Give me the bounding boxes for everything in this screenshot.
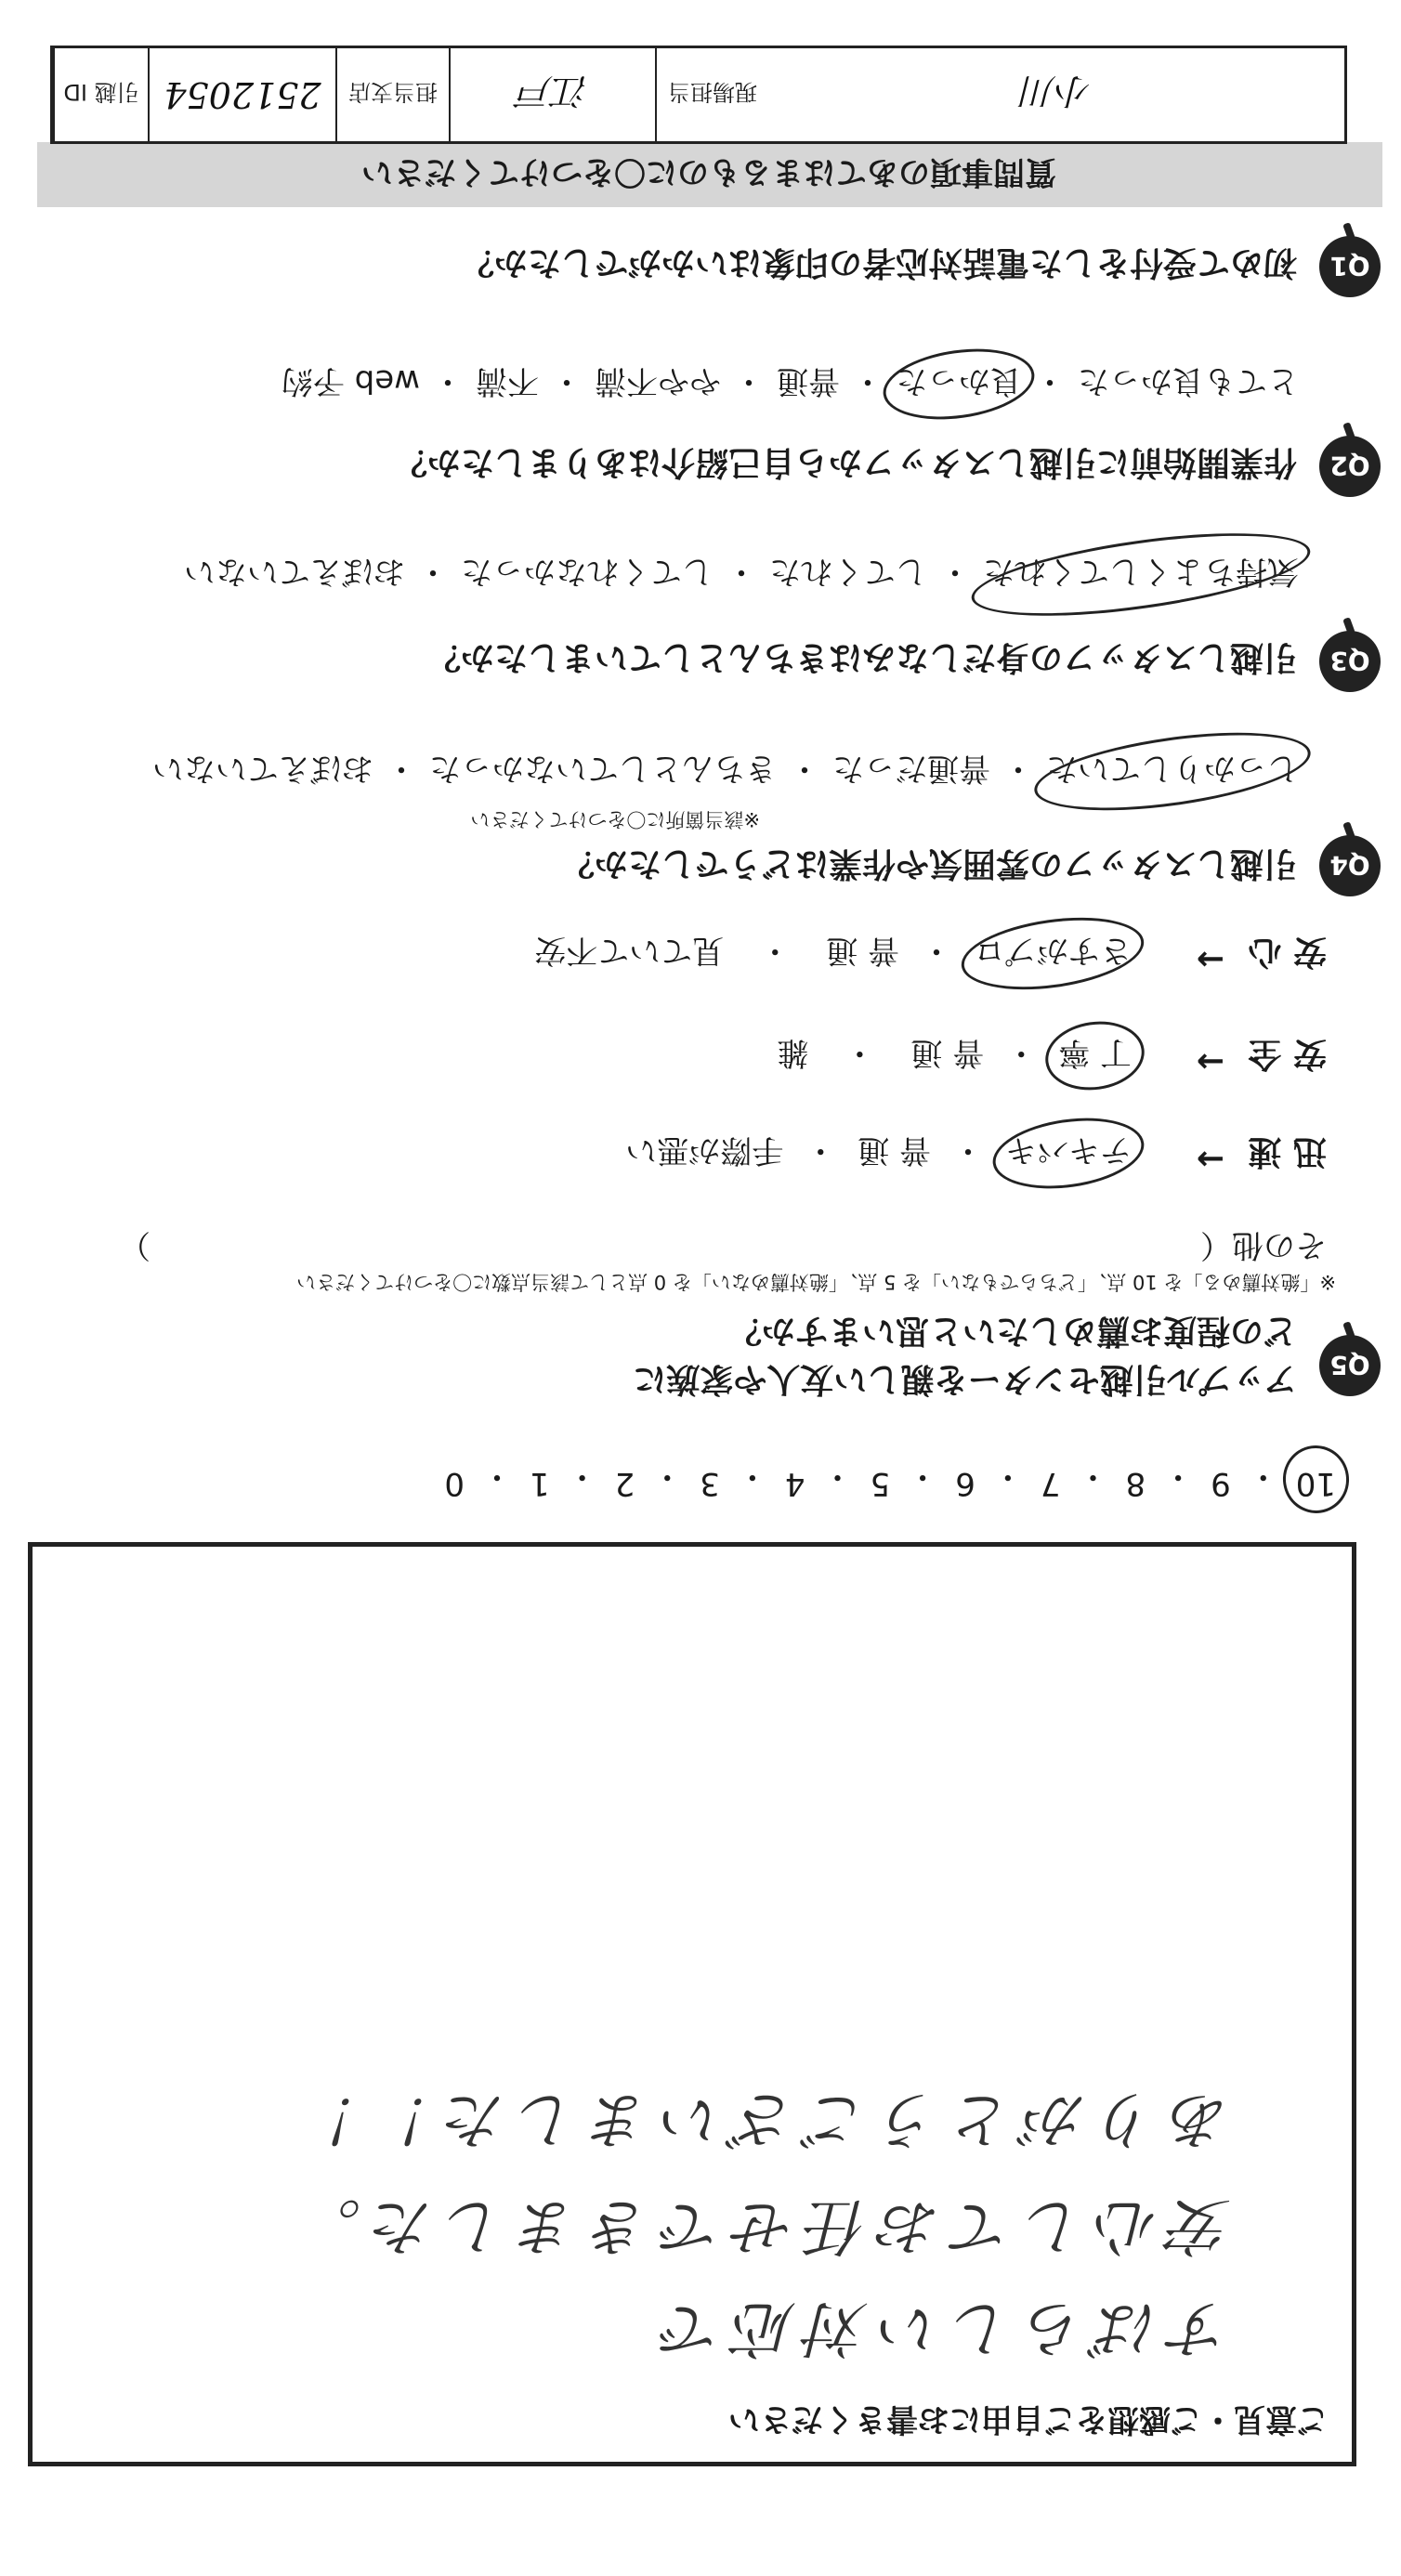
q4-badge: Q4 [1319,835,1381,896]
branch-value: 江戸 [449,48,655,141]
q4-option[interactable]: 普 通 [910,1034,985,1071]
q1-option[interactable]: 普通 [777,362,840,399]
q4-row-label-jinsoku: 迅 速 [1248,1132,1327,1170]
q4-row-anshin-options: さすがプロ ・ 普 通 ・ 見ていて不安 [534,931,1132,976]
survey-header [50,46,1347,144]
q5-score[interactable]: 3 [700,1465,720,1502]
handwritten-comment-line: すばらしい対応で [651,2293,1231,2364]
instruction-banner [37,142,1382,207]
q4-other-close: ） [119,1226,151,1263]
q1-option[interactable]: やや不満 [595,362,721,399]
q1-option[interactable]: とても良かった [1078,362,1299,399]
q5-score[interactable]: 4 [784,1465,805,1502]
q2-options: 気持ちよくしてくれた ・ してくれた ・ してくれなかった ・ おぼえていない [184,552,1299,597]
handwritten-comment-line: 安心してお任せできました。 [289,2190,1231,2262]
q3-question: 引越しスタッフの身だしなみはきちんとしていましたか？ [426,638,1297,676]
q4-other-label: その他（ [1200,1226,1327,1263]
q5-score[interactable]: 2 [614,1465,635,1502]
q4-option[interactable]: 手際が悪い [625,1131,784,1169]
q1-options: とても良かった ・ 良かった ・ 普通 ・ やや不満 ・ 不満 ・ web 予約 [282,361,1299,407]
q5-score-selected[interactable]: 10 [1296,1457,1336,1502]
q1-option[interactable]: 不満 [476,362,539,399]
q5-question-line1: アップル引越センターを親しい友人や家族に [633,1360,1297,1398]
q5-badge: Q5 [1319,1335,1381,1396]
q3-option[interactable]: 普通だった [832,750,990,787]
q5-note: ※「絶対薦める」を 10 点、「どちらでもない」を 5 点、「絶対薦めない」を 0 点として該当点数に〇をつけてください [296,1271,1336,1293]
q3-options: しっかりしていた ・ 普通だった ・ きちんとしていなかった ・ おぼえていない [152,749,1299,794]
arrow-icon: → [1196,1140,1224,1178]
q5-scale: 10 ・ 9 ・ 8 ・ 7 ・ 6 ・ 5 ・ 4 ・ 3 ・ 2 ・ 1 ・ 0 [444,1458,1336,1502]
id-label: 引越 ID [53,48,148,141]
q5-score[interactable]: 7 [1040,1465,1061,1502]
q4-row-anzen-options: 丁 寧 ・ 普 通 ・ 雑 [777,1033,1132,1079]
q4-row-jinsoku-options: テキパキ ・ 普 通 ・ 手際が悪い [625,1131,1132,1176]
q2-option[interactable]: おぼえていない [184,553,405,590]
leader-value: 小川 [1021,71,1093,112]
q5-score[interactable]: 9 [1211,1465,1231,1502]
q4-option[interactable]: 雑 [777,1034,809,1071]
q3-option[interactable]: きちんとしていなかった [429,750,777,787]
q3-badge: Q3 [1319,631,1381,692]
q1-badge: Q1 [1319,236,1381,297]
q4-question: 引越しスタッフの雰囲気や作業はどうでしたか？ [560,844,1297,883]
q2-option[interactable]: してくれなかった [461,553,714,590]
q4-note: ※該当箇所に〇をつけてください [470,808,760,830]
q4-option-selected[interactable]: さすがプロ [974,931,1132,976]
q2-badge: Q2 [1319,436,1381,497]
q1-question: 初めて受付をした電話対応者の印象はいかがでしたか？ [460,243,1297,281]
q4-row-label-anzen: 安 全 [1248,1035,1327,1073]
comment-box[interactable] [28,1542,1356,2466]
q4-option[interactable]: 見ていて不安 [534,932,725,969]
handwritten-comment-line: ありがとうございました！！ [289,2084,1231,2155]
q4-other [119,1225,1327,1271]
q5-score[interactable]: 8 [1125,1465,1146,1502]
q4-option[interactable]: 普 通 [858,1131,931,1169]
q5-score[interactable]: 1 [529,1465,550,1502]
q4-option[interactable]: 普 通 [826,932,899,969]
q1-option[interactable]: web 予約 [281,362,420,399]
instruction-text: 質問事項のあてはまるものに〇をつけてください [361,153,1056,190]
id-value: 2512054 [148,48,335,141]
q4-option-selected[interactable]: テキパキ [1005,1131,1132,1176]
q5-score[interactable]: 5 [870,1465,891,1502]
arrow-icon: → [1196,1042,1224,1080]
comment-title: ご意見・ご感想をご自由にお書きください [728,2400,1329,2438]
q3-option[interactable]: おぼえていない [152,750,373,787]
q3-option-selected[interactable]: しっかりしていた [1046,749,1299,794]
arrow-icon: → [1196,940,1224,978]
q5-score[interactable]: 0 [444,1465,465,1502]
q4-option-selected[interactable]: 丁 寧 [1058,1033,1132,1079]
q2-question: 作業開始前に引越しスタッフから自己紹介はありましたか？ [393,443,1297,481]
q2-option[interactable]: してくれた [769,553,927,590]
q4-row-label-anshin: 安 心 [1248,933,1327,971]
q5-question-line2: どの程度お薦めしたいと思いますか？ [727,1312,1297,1350]
q2-option-selected[interactable]: 気持ちよくしてくれた [983,552,1299,597]
q5-score[interactable]: 6 [955,1465,975,1502]
branch-label: 担当支店 [335,48,449,141]
leader-label: 現場担当 [655,48,768,141]
q1-option-selected[interactable]: 良かった [896,361,1022,407]
